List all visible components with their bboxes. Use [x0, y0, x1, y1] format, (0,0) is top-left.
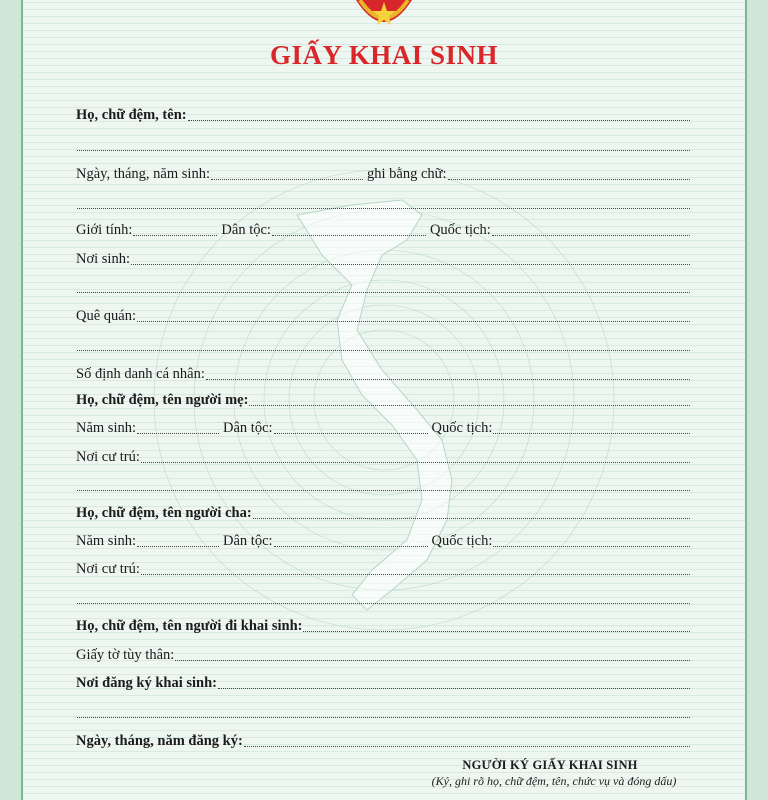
field-mother-name [76, 389, 690, 409]
field-mother-residence [76, 446, 690, 466]
label-place-of-birth: Nơi sinh: [76, 251, 130, 267]
label-personal-id: Số định danh cá nhân: [76, 366, 205, 382]
field-full-name-continued [76, 134, 690, 154]
label-mother-birth-year: Năm sinh: [76, 420, 137, 436]
label-full-name: Họ, chữ đệm, tên: [76, 107, 187, 123]
field-mother-residence-continued [76, 474, 690, 494]
label-father-ethnicity: Dân tộc: [223, 533, 273, 549]
label-registration-date: Ngày, tháng, năm đăng ký: [76, 733, 243, 749]
label-identity-document: Giấy tờ tùy thân: [76, 647, 175, 663]
field-registration-place [76, 672, 690, 692]
field-full-name [76, 104, 690, 124]
field-identity-document [76, 644, 690, 664]
field-father-details [76, 530, 690, 550]
label-declarant-name: Họ, chữ đệm, tên người đi khai sinh: [76, 618, 303, 634]
label-nationality: Quốc tịch: [429, 222, 491, 238]
label-father-birth-year: Năm sinh: [76, 533, 137, 549]
document-title: GIẤY KHAI SINH [269, 40, 499, 70]
label-date-of-birth: Ngày, tháng, năm sinh: [76, 166, 210, 182]
field-father-residence-continued [76, 587, 690, 607]
label-hometown: Quê quán: [76, 308, 136, 324]
field-gender-ethnicity-nationality [76, 219, 690, 239]
field-registration-place-continued [76, 701, 690, 721]
national-emblem [352, 0, 416, 32]
field-personal-id [76, 363, 690, 383]
label-date-in-words: ghi bằng chữ: [366, 166, 447, 182]
field-hometown-continued [76, 334, 690, 354]
label-mother-name: Họ, chữ đệm, tên người mẹ: [76, 392, 249, 408]
label-ethnicity: Dân tộc: [221, 222, 271, 238]
label-registration-place: Nơi đăng ký khai sinh: [76, 675, 218, 691]
label-mother-nationality: Quốc tịch: [431, 420, 493, 436]
label-gender: Giới tính: [76, 222, 133, 238]
signer-title: NGƯỜI KÝ GIẤY KHAI SINH [462, 758, 638, 772]
field-hometown [76, 305, 690, 325]
field-father-name [76, 502, 690, 522]
label-father-name: Họ, chữ đệm, tên người cha: [76, 505, 252, 521]
field-date-of-birth [76, 163, 690, 183]
field-place-of-birth [76, 248, 690, 268]
field-registration-date [76, 730, 690, 750]
field-father-residence [76, 558, 690, 578]
label-mother-residence: Nơi cư trú: [76, 449, 140, 465]
label-mother-ethnicity: Dân tộc: [223, 420, 273, 436]
signer-note: (Ký, ghi rõ họ, chữ đệm, tên, chức vụ và đóng dấu) [431, 774, 677, 788]
label-father-nationality: Quốc tịch: [431, 533, 493, 549]
label-father-residence: Nơi cư trú: [76, 561, 140, 577]
field-place-of-birth-continued [76, 276, 690, 296]
field-date-continued [76, 192, 690, 212]
field-mother-details [76, 417, 690, 437]
field-declarant-name [76, 615, 690, 635]
